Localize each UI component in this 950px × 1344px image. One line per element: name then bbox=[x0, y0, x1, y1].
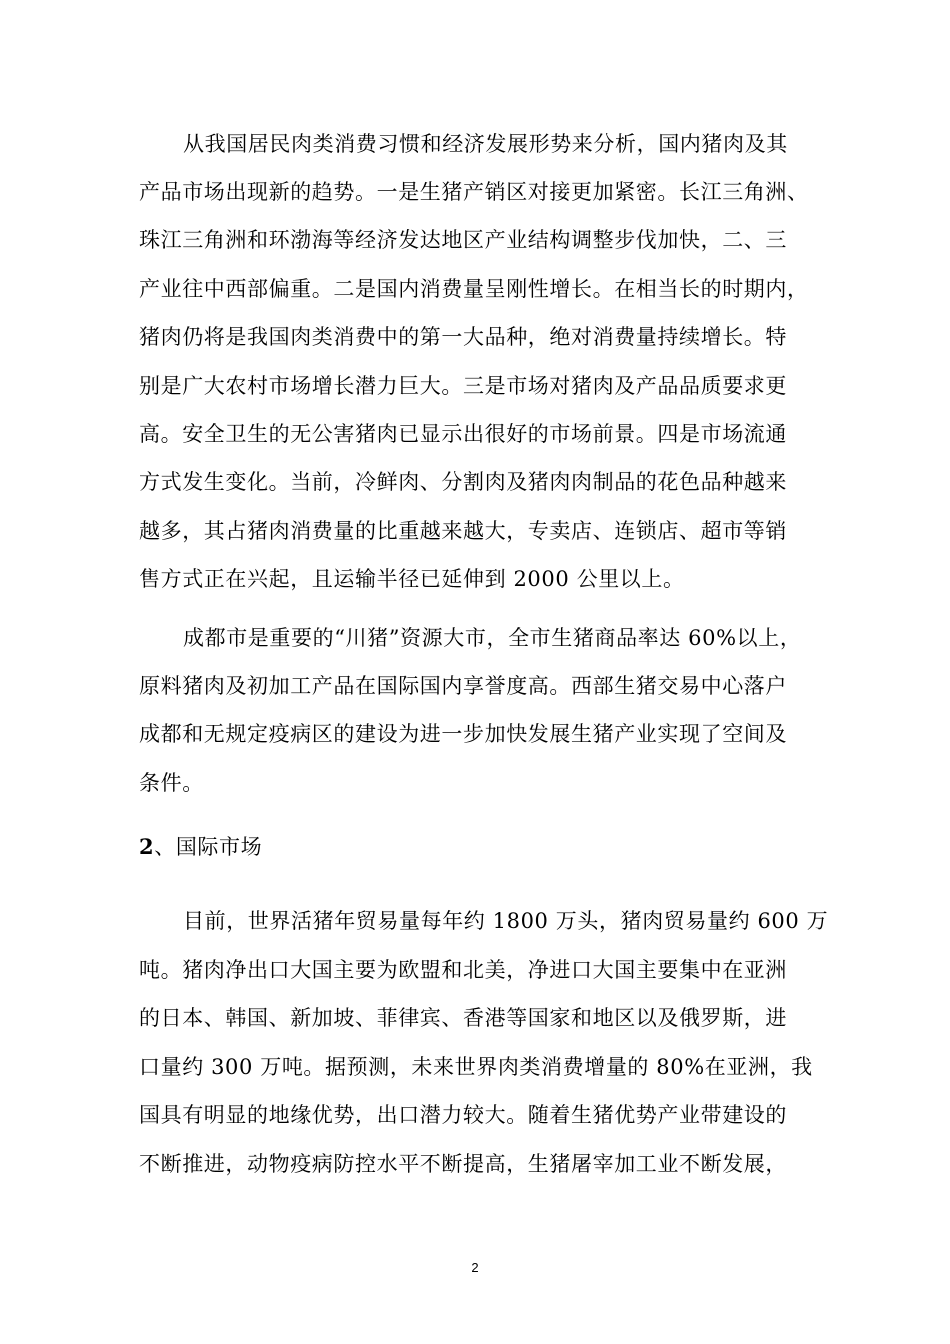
paragraph-line: 产业往中西部偏重。二是国内消费量呈刚性增长。在相当长的时期内， bbox=[139, 277, 809, 301]
paragraph-line: 从我国居民肉类消费习惯和经济发展形势来分析，国内猪肉及其 bbox=[183, 132, 788, 156]
paragraph-line: 吨。猪肉净出口大国主要为欧盟和北美，净进口大国主要集中在亚洲 bbox=[139, 958, 787, 982]
paragraph-line: 产品市场出现新的趋势。一是生猪产销区对接更加紧密。长江三角洲、 bbox=[139, 180, 809, 204]
paragraph-line: 目前，世界活猪年贸易量每年约 1800 万头，猪肉贸易量约 600 万 bbox=[183, 909, 829, 933]
paragraph-line: 成都和无规定疫病区的建设为进一步加快发展生猪产业实现了空间及 bbox=[139, 722, 787, 746]
paragraph-line: 国具有明显的地缘优势，出口潜力较大。随着生猪优势产业带建设的 bbox=[139, 1103, 787, 1127]
section-heading-number: 2 bbox=[139, 834, 155, 859]
paragraph-line: 条件。 bbox=[139, 771, 204, 795]
section-heading-text: 、国际市场 bbox=[154, 835, 263, 859]
section-heading bbox=[139, 832, 262, 862]
paragraph-line: 的日本、韩国、新加坡、菲律宾、香港等国家和地区以及俄罗斯，进 bbox=[139, 1006, 787, 1030]
paragraph-line: 不断推进，动物疫病防控水平不断提高，生猪屠宰加工业不断发展， bbox=[139, 1152, 787, 1176]
paragraph-line: 成都市是重要的“川猪”资源大市，全市生猪商品率达 60%以上， bbox=[183, 626, 802, 650]
paragraph-line: 珠江三角洲和环渤海等经济发达地区产业结构调整步伐加快，二、三 bbox=[139, 228, 787, 252]
paragraph-line: 猪肉仍将是我国肉类消费中的第一大品种，绝对消费量持续增长。特 bbox=[139, 325, 787, 349]
page-number: 2 bbox=[471, 1260, 479, 1275]
paragraph-line: 售方式正在兴起，且运输半径已延伸到 2000 公里以上。 bbox=[139, 567, 685, 591]
paragraph-line: 口量约 300 万吨。据预测，未来世界肉类消费增量的 80%在亚洲，我 bbox=[139, 1055, 813, 1079]
paragraph-line: 原料猪肉及初加工产品在国际国内享誉度高。西部生猪交易中心落户 bbox=[139, 674, 787, 698]
paragraph-line: 越多，其占猪肉消费量的比重越来越大，专卖店、连锁店、超市等销 bbox=[139, 519, 787, 543]
paragraph-line: 别是广大农村市场增长潜力巨大。三是市场对猪肉及产品品质要求更 bbox=[139, 374, 787, 398]
paragraph-line: 方式发生变化。当前，冷鲜肉、分割肉及猪肉肉制品的花色品种越来 bbox=[139, 470, 787, 494]
paragraph-line: 高。安全卫生的无公害猪肉已显示出很好的市场前景。四是市场流通 bbox=[139, 422, 787, 446]
